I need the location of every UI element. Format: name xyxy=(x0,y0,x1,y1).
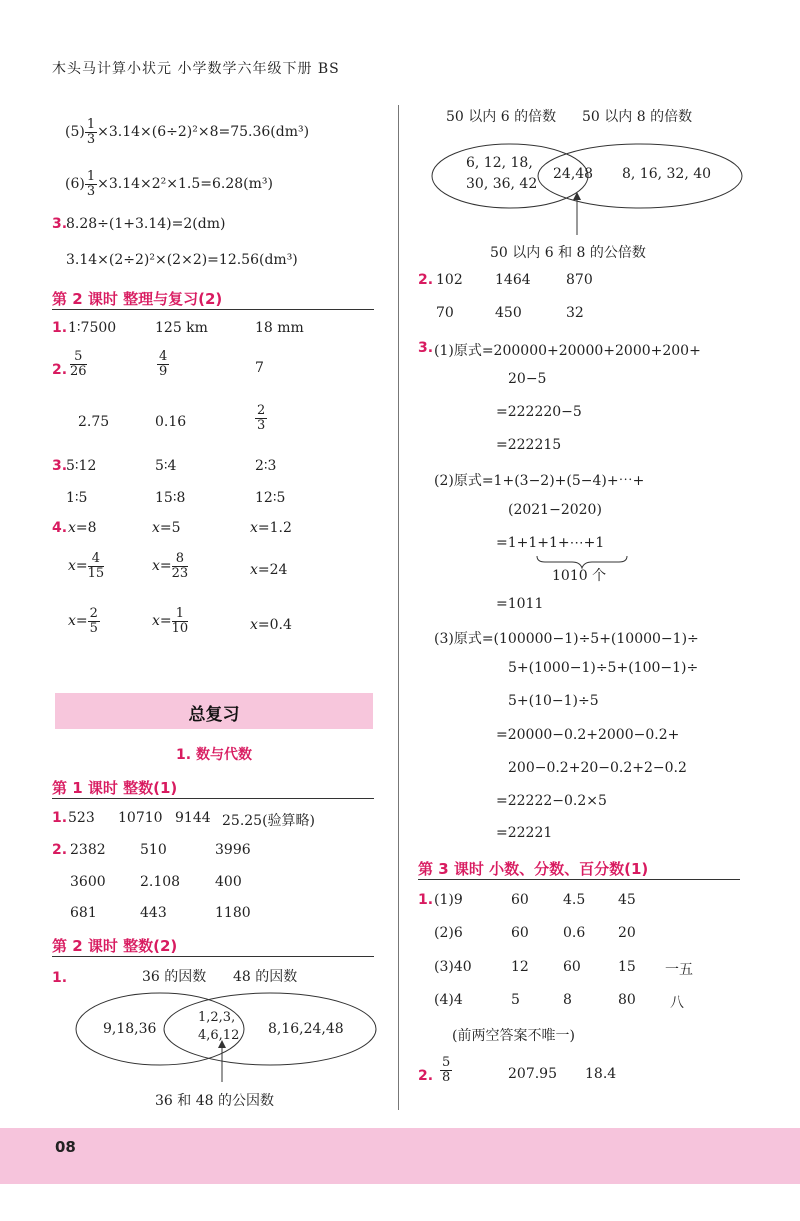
eq-line: 5+(1000−1)÷5+(100−1)÷ xyxy=(508,660,699,676)
eq-6 xyxy=(65,170,273,198)
answer: 1180 xyxy=(215,905,251,921)
answer: 681 xyxy=(70,905,97,921)
eq-5 xyxy=(65,118,309,146)
eq-line: =222220−5 xyxy=(496,404,582,420)
page-header: 木头马计算小状元 小学数学六年级下册 BS xyxy=(52,61,340,77)
eq-label: (6) xyxy=(65,176,85,193)
q-number: 1. xyxy=(418,892,434,908)
eq-line: 3.14×(2÷2)²×(2×2)=12.56(dm³) xyxy=(66,252,298,268)
q-number: 1. xyxy=(52,810,68,826)
eq-line: =222215 xyxy=(496,437,562,453)
answer: 102 xyxy=(436,272,463,288)
q-number: 3. xyxy=(418,340,434,356)
eq-line: =1011 xyxy=(496,596,544,612)
fraction: $\frac{5}{8}$ xyxy=(442,1055,451,1085)
answer: 3600 xyxy=(70,874,106,890)
answer: 0.6 xyxy=(563,925,586,941)
venn-label: 50 以内 8 的倍数 xyxy=(582,109,693,125)
venn-arrow-head xyxy=(573,192,581,200)
fraction: $\frac{5}{26}$ xyxy=(70,349,87,379)
answer: x=1.2 xyxy=(250,520,292,536)
answer: (4)4 xyxy=(434,992,463,1008)
answer: 一五 xyxy=(665,962,693,978)
q-number: 2. xyxy=(418,272,434,288)
answer: x= $\frac{8}{23}$ xyxy=(152,551,189,581)
venn-label: 36 的因数 xyxy=(142,969,207,985)
section-title: 第 2 课时 整理与复习(2) xyxy=(52,290,223,308)
answer: 5 xyxy=(511,992,520,1008)
fraction: $\frac{2}{3}$ xyxy=(257,403,266,433)
answer: 12∶5 xyxy=(255,490,286,506)
eq-text: ×3.14×2²×1.5=6.28(m³) xyxy=(97,176,273,193)
answer: 5∶4 xyxy=(155,458,177,474)
fraction: $\frac{1}{3}$ xyxy=(86,169,96,199)
section-rule xyxy=(52,798,374,799)
q-number: 2. xyxy=(52,842,68,858)
venn-caption: 50 以内 6 和 8 的公倍数 xyxy=(490,245,646,261)
section-title: 第 1 课时 整数(1) xyxy=(52,779,178,797)
venn-label: 50 以内 6 的倍数 xyxy=(446,109,557,125)
eq-line: 8.28÷(1+3.14)=2(dm) xyxy=(66,216,226,232)
answer: 207.95 xyxy=(508,1066,557,1082)
answer: x=5 xyxy=(152,520,181,536)
eq-label: (5) xyxy=(65,124,85,141)
answer: 400 xyxy=(215,874,242,890)
answer: (1)9 xyxy=(434,892,463,908)
section-rule xyxy=(418,879,740,880)
answer: (2)6 xyxy=(434,925,463,941)
answer: 18.4 xyxy=(585,1066,617,1082)
brace-label: 1010 个 xyxy=(552,568,607,584)
answer: 2.108 xyxy=(140,874,181,890)
section-rule xyxy=(52,309,374,310)
eq-text: ×3.14×(6÷2)²×8=75.36(dm³) xyxy=(97,124,310,141)
answer: 523 xyxy=(68,810,95,826)
eq-line: =20000−0.2+2000−0.2+ xyxy=(496,727,680,743)
answer: x= $\frac{1}{10}$ xyxy=(152,606,189,636)
note: (前两空答案不唯一) xyxy=(452,1028,575,1044)
answer: x=0.4 xyxy=(250,617,292,633)
q-number: 3. xyxy=(52,458,68,474)
eq-line: =22221 xyxy=(496,825,553,841)
q-number: 1. xyxy=(52,320,68,336)
q-number: 4. xyxy=(52,520,68,536)
eq-line: (1)原式=200000+20000+2000+200+ xyxy=(434,343,701,359)
answer: 25.25(验算略) xyxy=(222,813,316,829)
answer: 443 xyxy=(140,905,167,921)
chapter-banner: 总复习 xyxy=(188,705,240,725)
q-number: 2. xyxy=(418,1068,434,1084)
answer: 20 xyxy=(618,925,636,941)
answer: 2.75 xyxy=(78,414,110,430)
answer: 15 xyxy=(618,959,636,975)
answer: 70 xyxy=(436,305,454,321)
answer: 450 xyxy=(495,305,522,321)
answer: 8 xyxy=(563,992,572,1008)
answer: 18 mm xyxy=(255,320,304,336)
venn-region: 1,2,3, xyxy=(198,1010,236,1025)
fraction: $\frac{4}{9}$ xyxy=(159,349,168,379)
chapter-subtitle: 1. 数与代数 xyxy=(176,747,252,763)
answer: x=24 xyxy=(250,562,288,578)
answer: 32 xyxy=(566,305,584,321)
q-number: 3. xyxy=(52,216,68,232)
fraction: $\frac{1}{3}$ xyxy=(86,117,96,147)
venn-region: 6, 12, 18, xyxy=(466,155,533,171)
answer: 60 xyxy=(511,925,529,941)
venn-region: 9,18,36 xyxy=(103,1021,157,1037)
answer: (3)40 xyxy=(434,959,472,975)
venn-region: 8,16,24,48 xyxy=(268,1021,344,1037)
answer: 60 xyxy=(511,892,529,908)
venn-label: 48 的因数 xyxy=(233,969,298,985)
eq-line: 200−0.2+20−0.2+2−0.2 xyxy=(508,760,687,776)
section-title: 第 3 课时 小数、分数、百分数(1) xyxy=(418,860,649,878)
answer: 125 km xyxy=(155,320,208,336)
answer: 15∶8 xyxy=(155,490,186,506)
q-number: 1. xyxy=(52,970,68,986)
answer: 1∶7500 xyxy=(68,320,117,336)
page-number: 08 xyxy=(55,1138,76,1156)
venn-region: 24,48 xyxy=(553,166,594,182)
venn-region: 30, 36, 42 xyxy=(466,176,538,192)
answer: 10710 xyxy=(118,810,163,826)
answer: 60 xyxy=(563,959,581,975)
answer: 12 xyxy=(511,959,529,975)
answer: 5∶12 xyxy=(66,458,97,474)
venn-region: 8, 16, 32, 40 xyxy=(622,166,712,182)
answer: x= $\frac{2}{5}$ xyxy=(68,606,98,636)
footer-band xyxy=(0,1128,800,1184)
answer: 0.16 xyxy=(155,414,187,430)
eq-line: (2)原式=1+(3−2)+(5−4)+⋯+ xyxy=(434,473,645,489)
answer: x=8 xyxy=(68,520,97,536)
answer: 1464 xyxy=(495,272,531,288)
eq-line: 5+(10−1)÷5 xyxy=(508,693,599,709)
eq-line: =22222−0.2×5 xyxy=(496,793,607,809)
answer: 4.5 xyxy=(563,892,586,908)
answer: 2∶3 xyxy=(255,458,277,474)
section-rule xyxy=(52,956,374,957)
answer: 510 xyxy=(140,842,167,858)
venn-region: 4,6,12 xyxy=(198,1028,240,1043)
eq-line: (2021−2020) xyxy=(508,502,602,518)
venn-caption: 36 和 48 的公因数 xyxy=(155,1093,274,1109)
answer: x= $\frac{4}{15}$ xyxy=(68,551,105,581)
answer: 870 xyxy=(566,272,593,288)
q-number: 2. xyxy=(52,362,68,378)
answer: 45 xyxy=(618,892,636,908)
answer: 1∶5 xyxy=(66,490,88,506)
answer: 80 xyxy=(618,992,636,1008)
eq-line: 20−5 xyxy=(508,371,547,387)
answer: 7 xyxy=(255,360,264,376)
answer: 3996 xyxy=(215,842,251,858)
section-title: 第 2 课时 整数(2) xyxy=(52,937,178,955)
answer: 八 xyxy=(670,995,684,1011)
eq-line: =1+1+1+⋯+1 xyxy=(496,535,605,551)
answer: 9144 xyxy=(175,810,211,826)
eq-line: (3)原式=(100000−1)÷5+(10000−1)÷ xyxy=(434,631,699,647)
answer: 2382 xyxy=(70,842,106,858)
